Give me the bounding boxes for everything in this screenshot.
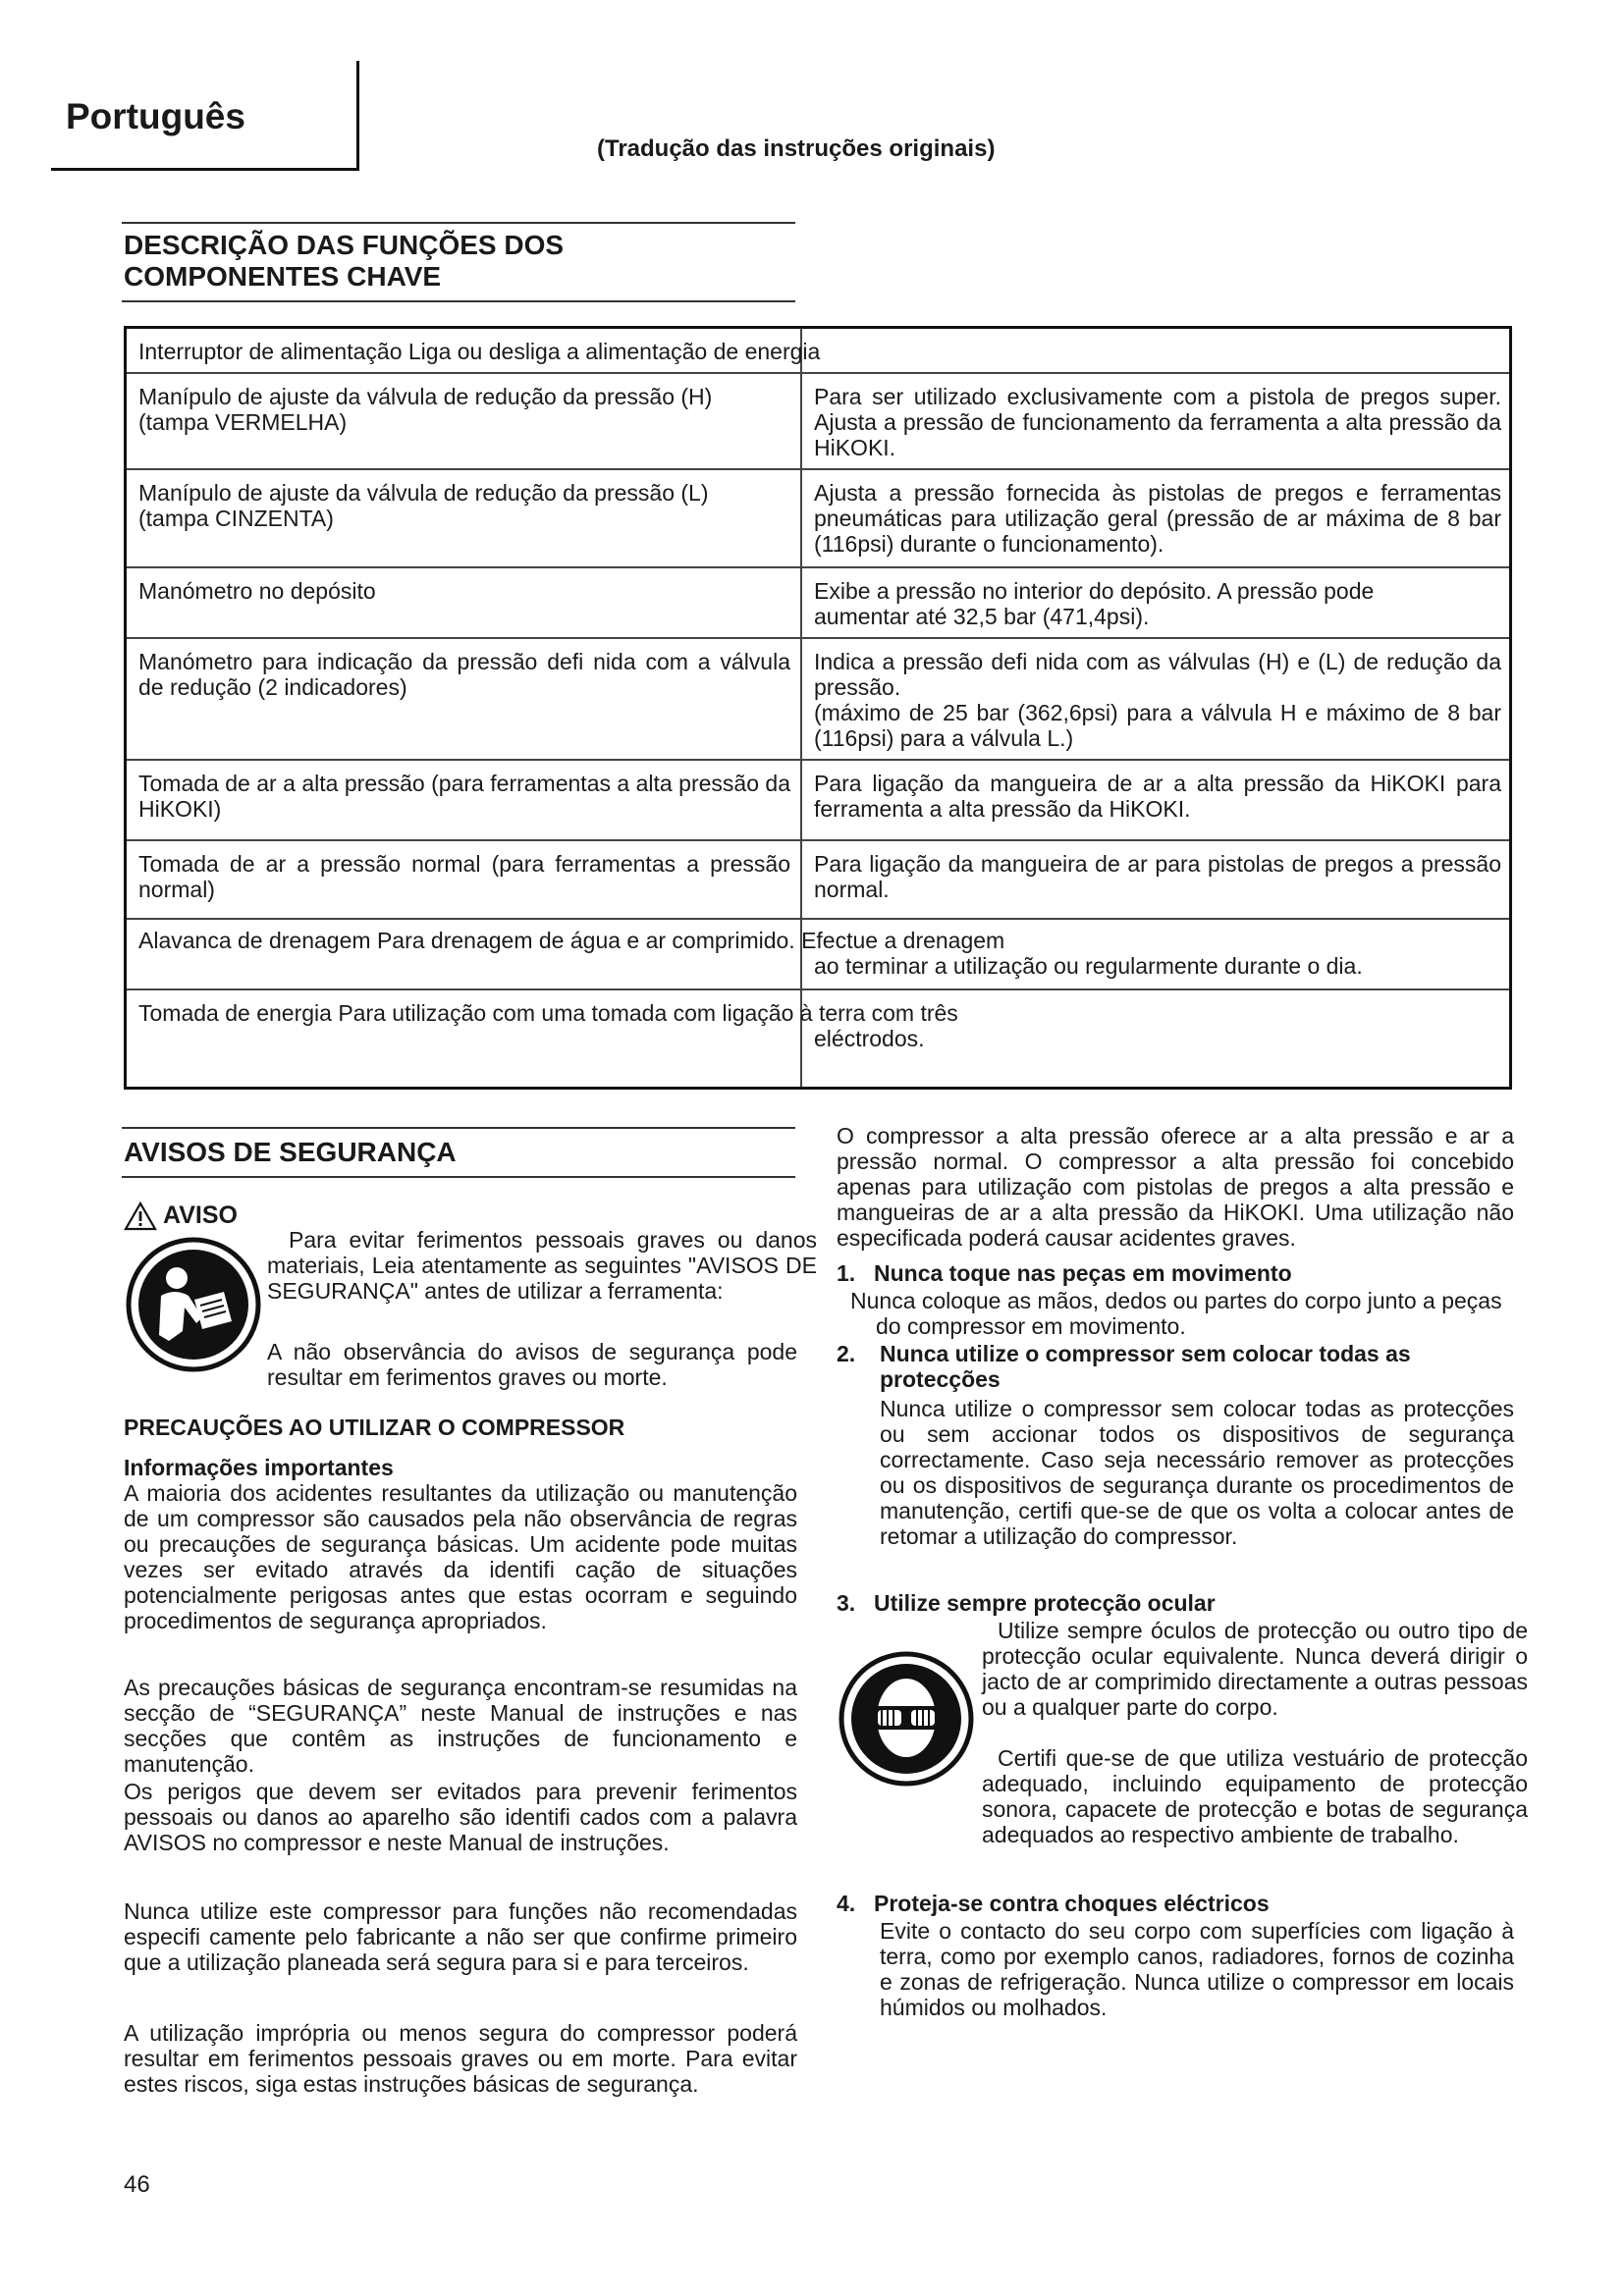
item-number: 4. bbox=[837, 1891, 856, 1916]
warning-label: AVISO bbox=[163, 1201, 238, 1229]
item-body-2: Certifi que-se de que utiliza vestuário de protecção adequado, incluindo equipamento de protecção sonora, capacete de protecção e botas de segurança adequados ao respectivo ambiente de trabalho. bbox=[982, 1745, 1528, 1847]
component-name: Tomada de ar a alta pressão (para ferramentas a alta pressão da HiKOKI) bbox=[138, 771, 790, 822]
component-desc-cont: ao terminar a utilização ou regularmente durante o dia. bbox=[814, 953, 1363, 979]
important-info-title: Informações importantes bbox=[124, 1455, 394, 1480]
component-desc: Indica a pressão defi nida com as válvulas (H) e (L) de redução da pressão. (máximo de 25 bar (362,6psi) para a válvula H e máximo de 8 bar (116psi) para a válvula L.) bbox=[814, 649, 1501, 751]
component-name: Manípulo de ajuste da válvula de redução da pressão (H) (tampa VERMELHA) bbox=[138, 384, 713, 435]
table-row bbox=[127, 988, 1509, 1089]
component-desc: Para ligação da mangueira de ar a alta pressão da HiKOKI para ferramenta a alta pressão da HiKOKI. bbox=[814, 771, 1501, 822]
component-desc: Exibe a pressão no interior do depósito. A pressão pode aumentar até 32,5 bar (471,4psi). bbox=[814, 578, 1375, 629]
component-desc-cont: eléctrodos. bbox=[814, 1026, 925, 1051]
warning-triangle-icon bbox=[124, 1201, 157, 1231]
warning-text: Para evitar ferimentos pessoais graves ou danos materiais, Leia atentamente as seguintes "AVISOS DE SEGURANÇA" antes de utilizar a ferramenta: bbox=[267, 1227, 817, 1304]
component-name: Tomada de ar a pressão normal (para ferramentas a pressão normal) bbox=[138, 851, 790, 902]
components-table bbox=[124, 326, 1512, 1090]
paragraph-1: A maioria dos acidentes resultantes da utilização ou manutenção de um compressor são causados pela não observância de regras ou precauções de segurança básicas. Um acidente pode muitas vezes ser evitado através da identifi cação de situações potencialmente perigosas antes que estas ocorram e seguindo procedimentos de segurança apropriados. bbox=[124, 1480, 797, 1633]
component-desc: Para ser utilizado exclusivamente com a pistola de pregos super. Ajusta a pressão de funcionamento da ferramenta a alta pressão da HiKOKI. bbox=[814, 384, 1501, 460]
table-row bbox=[127, 839, 1509, 920]
components-section-title bbox=[122, 222, 795, 302]
paragraph-5: A utilização imprópria ou menos segura do compressor poderá resultar em ferimentos pessoais graves ou em morte. Para evitar estes riscos, siga estas instruções básicas de segurança. bbox=[124, 2020, 797, 2097]
table-row bbox=[127, 637, 1509, 761]
component-name: Manómetro no depósito bbox=[138, 578, 376, 604]
component-desc: Para drenagem de água e ar comprimido. Efectue a drenagem bbox=[376, 928, 1005, 953]
item-title: Proteja-se contra choques eléctricos bbox=[874, 1891, 1270, 1916]
table-row bbox=[127, 759, 1509, 841]
right-intro: O compressor a alta pressão oferece ar a alta pressão e ar a pressão normal. O compressor a alta pressão foi concebido apenas para utilização com pistolas de pregos a alta pressão e mangueiras de ar a alta pressão da HiKOKI. Uma utilização não especificada poderá causar acidentes graves. bbox=[837, 1123, 1514, 1251]
warning-text-2: A não observância do avisos de segurança pode resultar em ferimentos graves ou morte. bbox=[267, 1339, 797, 1390]
component-desc: Para ligação da mangueira de ar para pistolas de pregos a pressão normal. bbox=[814, 851, 1501, 902]
eye-protection-icon bbox=[837, 1649, 976, 1789]
item-body: Nunca utilize o compressor sem colocar todas as protecções ou sem accionar todos os dispositivos de segurança correctamente. Caso seja necessário remover as protecções ou os dispositivos de segurança durante os procedimentos de manutenção, certifi que-se de que os volta a colocar antes de retomar a utilização do compressor. bbox=[880, 1396, 1514, 1549]
table-row bbox=[127, 566, 1509, 639]
component-name: Interruptor de alimentação bbox=[138, 339, 403, 364]
component-desc: Para utilização com uma tomada com ligação à terra com três bbox=[338, 1000, 958, 1026]
paragraph-2: As precauções básicas de segurança encontram-se resumidas na secção de “SEGURANÇA” neste Manual de instruções e nas secções que contêm as instruções de funcionamento e manutenção. bbox=[124, 1675, 797, 1777]
table-row bbox=[127, 468, 1509, 568]
paragraph-4: Nunca utilize este compressor para funções não recomendadas especifi camente pelo fabricante a não ser que confirme primeiro que a utilização planeada será segura para si e para terceiros. bbox=[124, 1898, 797, 1975]
table-row bbox=[127, 918, 1509, 990]
read-manual-icon bbox=[124, 1235, 263, 1374]
item-body: Utilize sempre óculos de protecção ou outro tipo de protecção ocular equivalente. Nunca deverá dirigir o jacto de ar comprimido directamente a outras pessoas ou a qualquer parte do corpo. bbox=[982, 1618, 1528, 1720]
item-number: 3. bbox=[837, 1590, 856, 1616]
precautions-title: PRECAUÇÕES AO UTILIZAR O COMPRESSOR bbox=[124, 1415, 625, 1440]
component-name: Manípulo de ajuste da válvula de redução da pressão (L) (tampa CINZENTA) bbox=[138, 480, 709, 531]
components-title-line2: COMPONENTES CHAVE bbox=[124, 261, 442, 292]
paragraph-3: Os perigos que devem ser evitados para prevenir ferimentos pessoais ou danos ao aparelho são identifi cados com a palavra AVISOS no compressor e neste Manual de instruções. bbox=[124, 1779, 797, 1855]
item-number: 1. bbox=[837, 1260, 856, 1286]
language-title: Português bbox=[66, 96, 245, 136]
component-name: Tomada de energia bbox=[138, 1000, 332, 1026]
page-number: 46 bbox=[124, 2171, 150, 2198]
item-number: 2. bbox=[837, 1341, 856, 1366]
component-name: Manómetro para indicação da pressão defi nida com a válvula de redução (2 indicadores) bbox=[138, 649, 790, 700]
document-subtitle: (Tradução das instruções originais) bbox=[597, 135, 996, 162]
component-desc: Liga ou desliga a alimentação de energia bbox=[407, 339, 821, 364]
item-title: Nunca toque nas peças em movimento bbox=[874, 1260, 1292, 1286]
table-row bbox=[127, 329, 1509, 372]
item-body: Evite o contacto do seu corpo com superfícies com ligação à terra, como por exemplo canos, radiadores, fornos de cozinha e zonas de refrigeração. Nunca utilize o compressor em locais húmidos ou molhados. bbox=[880, 1918, 1514, 2020]
item-body: Nunca coloque as mãos, dedos ou partes do corpo junto a peças do compressor em movimento. bbox=[850, 1288, 1502, 1339]
components-title-line1: DESCRIÇÃO DAS FUNÇÕES DOS bbox=[124, 230, 565, 260]
component-name: Alavanca de drenagem bbox=[138, 928, 371, 953]
safety-section-title: AVISOS DE SEGURANÇA bbox=[122, 1127, 795, 1178]
component-desc: Ajusta a pressão fornecida às pistolas de pregos e ferramentas pneumáticas para utilização geral (pressão de ar máxima de 8 bar (116psi) durante o funcionamento). bbox=[814, 480, 1501, 557]
item-title: Nunca utilize o compressor sem colocar todas as protecções bbox=[880, 1341, 1411, 1392]
table-row bbox=[127, 372, 1509, 470]
item-title: Utilize sempre protecção ocular bbox=[874, 1590, 1216, 1616]
